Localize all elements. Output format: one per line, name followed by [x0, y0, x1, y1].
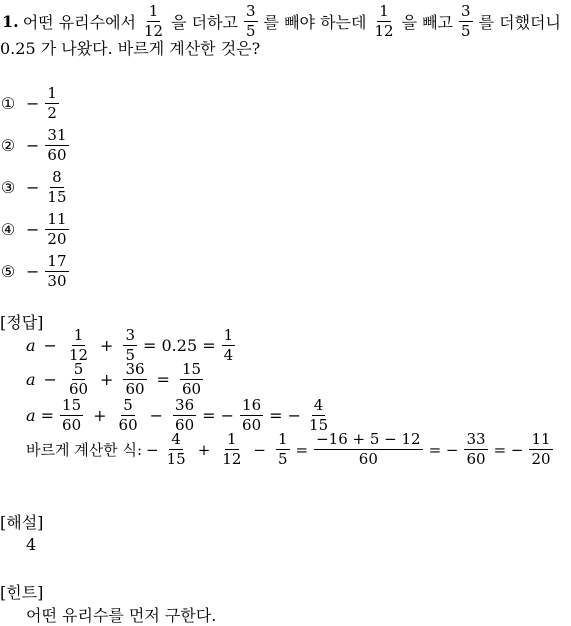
fraction: $\frac{4}{15}$ [166, 430, 186, 468]
option-3[interactable]: ③ − $\frac{8}{15}$ [0, 168, 67, 206]
fraction: $\frac{36}{60}$ [175, 396, 195, 434]
answer-line-4: 바르게 계산한 식: − $\frac{4}{15}$ + $\frac{1}{12}$ − $\frac{1}{5}$ = $\frac{-16 + 5 - 12}{60}$ = − $\frac{33}{60}$ = − $\frac{11}{20}$ [26, 430, 551, 468]
fraction: $\frac{31}{60}$ [47, 126, 67, 164]
option-mark: ① [0, 94, 16, 113]
fraction: $\frac{3}{5}$ [461, 2, 471, 40]
question-text-5: 를 더했더니 [478, 13, 561, 32]
fraction: $\frac{15}{60}$ [62, 396, 82, 434]
fraction: $\frac{1}{12}$ [68, 326, 89, 364]
fraction: $\frac{4}{15}$ [309, 396, 329, 434]
fraction: $\frac{3}{5}$ [246, 2, 256, 40]
hint-text: 어떤 유리수를 먼저 구한다. [26, 606, 217, 625]
fraction: $\frac{8}{15}$ [47, 168, 67, 206]
fraction: $\frac{11}{20}$ [47, 210, 67, 248]
fraction: $\frac{1}{12}$ [143, 2, 164, 40]
option-mark: ② [0, 136, 16, 155]
option-2[interactable]: ② − $\frac{31}{60}$ [0, 126, 67, 164]
fraction: $\frac{17}{30}$ [47, 252, 67, 290]
fraction: $\frac{5}{60}$ [68, 360, 89, 398]
question-text-2: 을 더하고 [171, 13, 238, 32]
fraction: $\frac{1}{2}$ [47, 84, 57, 122]
fraction: $\frac{5}{60}$ [118, 396, 138, 434]
answer-label: [정답] [0, 313, 44, 332]
explanation-label: [해설] [0, 513, 44, 532]
option-mark: ③ [0, 178, 16, 197]
answer-line-3: a = $\frac{15}{60}$ + $\frac{5}{60}$ − $\frac{36}{60}$ = − $\frac{16}{60}$ = − $\frac{4}{15}$ [26, 396, 329, 434]
fraction: $\frac{-16 + 5 - 12}{60}$ [316, 430, 421, 468]
fraction: $\frac{1}{4}$ [223, 326, 234, 364]
option-5[interactable]: ⑤ − $\frac{17}{30}$ [0, 252, 67, 290]
option-1[interactable]: ① − $\frac{1}{2}$ [0, 84, 57, 122]
fraction: $\frac{3}{5}$ [125, 326, 135, 364]
option-mark: ④ [0, 220, 16, 239]
question-text-3: 를 빼야 하는데 [263, 13, 367, 32]
hint-label: [힌트] [0, 583, 44, 602]
question-line-2: 0.25 가 나왔다. 바르게 계산한 것은? [0, 39, 261, 58]
fraction: $\frac{1}{12}$ [222, 430, 242, 468]
fraction: $\frac{1}{5}$ [277, 430, 288, 468]
fraction: $\frac{1}{12}$ [374, 2, 394, 40]
option-mark: ⑤ [0, 262, 16, 281]
fraction: $\frac{11}{20}$ [531, 430, 551, 468]
question-text-4: 을 빼고 [401, 13, 454, 32]
answer-line-2: a − $\frac{5}{60}$ + $\frac{36}{60}$ = $\frac{15}{60}$ [26, 360, 202, 398]
fraction: $\frac{15}{60}$ [181, 360, 202, 398]
answer-line-1: a − $\frac{1}{12}$ + $\frac{3}{5}$ = 0.25 = $\frac{1}{4}$ [26, 326, 234, 364]
question-text-1: 어떤 유리수에서 [22, 13, 136, 32]
option-4[interactable]: ④ − $\frac{11}{20}$ [0, 210, 67, 248]
question-number: 1. [2, 12, 19, 31]
fraction: $\frac{36}{60}$ [125, 360, 145, 398]
explanation-value: 4 [26, 535, 37, 554]
fraction: $\frac{33}{60}$ [466, 430, 486, 468]
fraction: $\frac{16}{60}$ [242, 396, 262, 434]
question-line-1 [2, 4, 561, 39]
